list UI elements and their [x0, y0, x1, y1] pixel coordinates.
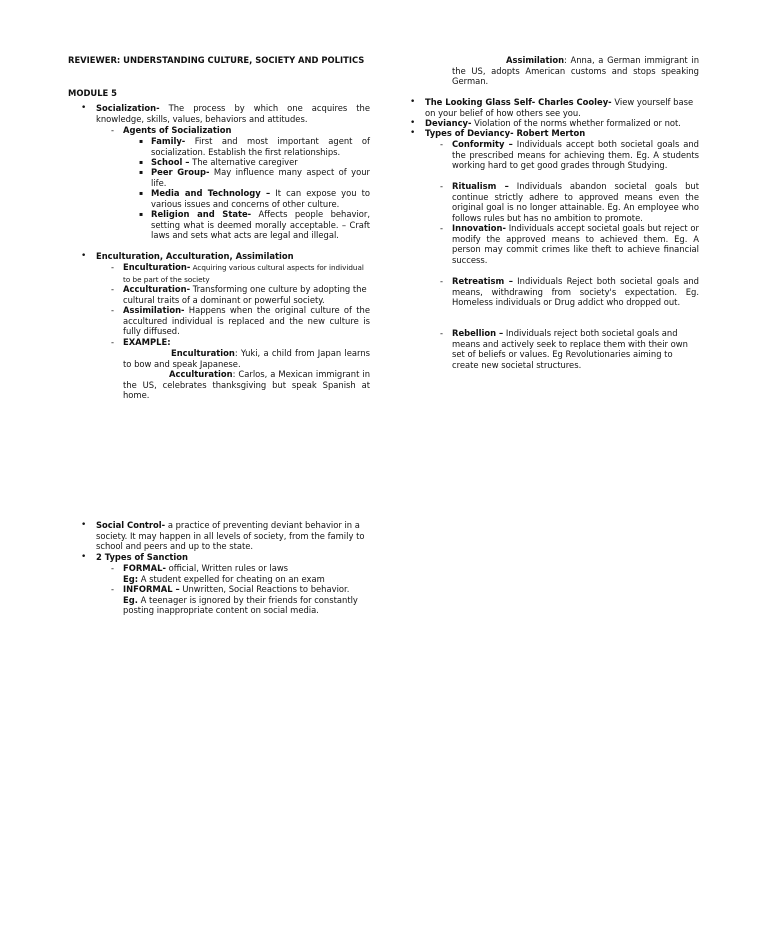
social-control-term: Social Control-	[96, 520, 166, 530]
looking-glass-term: The Looking Glass Self- Charles Cooley-	[425, 97, 612, 107]
item-desc: Transforming one culture by adopting the cultural traits of a dominant or powerful society.	[123, 284, 367, 305]
page-title: REVIEWER: UNDERSTANDING CULTURE, SOCIETY AND POLITICS	[68, 55, 365, 65]
agent-term: Family-	[151, 136, 186, 146]
agent-term: Peer Group-	[151, 167, 210, 177]
item-term: Assimilation-	[123, 305, 185, 315]
square-bullet-icon: ▪	[139, 169, 144, 176]
example-label: EXAMPLE:	[123, 337, 171, 347]
informal-term: INFORMAL –	[123, 584, 180, 594]
type-desc: Individuals Reject both societal goals and means, withdrawing from society's expectation. Eg. Homeless individuals or Drug addict who dropped out.	[452, 276, 699, 308]
example-item	[123, 348, 370, 369]
example-desc: : Carlos, a Mexican immigrant in the US, celebrates thanksgiving but speak Spanish at home.	[123, 369, 370, 401]
type-term: Retreatism –	[452, 276, 513, 286]
agent-item	[151, 209, 370, 241]
deviancy-type-item	[452, 181, 699, 223]
agent-item	[151, 188, 370, 209]
bullet-icon: •	[410, 128, 416, 138]
deviancy-types-heading: Types of Deviancy- Robert Merton	[425, 128, 586, 138]
example-desc: : Anna, a German immigrant in the US, adopts American customs and stops speaking German.	[452, 55, 699, 87]
dash-icon: -	[440, 276, 444, 286]
sanction-heading: 2 Types of Sanction	[96, 552, 189, 562]
bullet-icon: •	[410, 97, 416, 107]
socialization-term: Socialization-	[96, 103, 160, 113]
socialization-desc: The process by which one acquires the knowledge, skills, values, behaviors and attitudes.	[96, 103, 370, 124]
deviancy-item	[425, 118, 701, 129]
socialization-item	[96, 103, 370, 124]
module-heading: MODULE 5	[68, 88, 118, 98]
item-desc: Happens when the original culture of the accultured individual is replaced and the new culture is fully diffused.	[123, 305, 370, 337]
informal-desc: Unwritten, Social Reactions to behavior.	[179, 584, 350, 594]
type-term: Innovation-	[452, 223, 506, 233]
formal-eg-label: Eg:	[123, 573, 139, 584]
example-term: Acculturation	[169, 369, 233, 379]
type-desc: Individuals accept both societal goals and the prescribed means for achieving them. Eg. A students working hard to get good grades through Studying.	[452, 139, 699, 171]
agent-term: Media and Technology –	[151, 188, 271, 198]
looking-glass-desc: View yourself base on your belief of how others see you.	[425, 97, 694, 118]
agent-desc: First and most important agent of socialization. Establish the first relationships.	[151, 136, 370, 157]
bullet-icon: •	[81, 552, 87, 562]
example-desc: : Yuki, a child from Japan learns to bow and speak Japanese.	[123, 348, 370, 369]
deviancy-desc: Violation of the norms whether formalized or not.	[471, 118, 681, 128]
enculturation-heading: Enculturation, Acculturation, Assimilation	[96, 251, 294, 261]
dash-icon: -	[111, 262, 115, 272]
square-bullet-icon: ▪	[139, 190, 144, 197]
deviancy-type-item	[452, 139, 699, 171]
type-desc: Individuals reject both societal goals and means and actively seek to replace them with their own set of beliefs or values. Eg Revolutionaries aiming to create new societal structures.	[452, 328, 688, 370]
enculturation-item	[123, 305, 370, 337]
bullet-icon: •	[81, 103, 87, 113]
item-desc: Acquiring various cultural aspects for individual to be part of the society	[123, 263, 364, 284]
looking-glass-item	[425, 97, 701, 118]
social-control-item	[96, 520, 368, 552]
type-desc: Individuals accept societal goals but reject or modify the approved means to achieved them. Eg. A person may commit crimes like theft to achieve financial success.	[452, 223, 699, 265]
dash-icon: -	[440, 139, 444, 149]
dash-icon: -	[111, 563, 115, 573]
agent-desc: Affects people behavior, setting what is deemed morally acceptable. – Craft laws and sets what acts are legal and illegal.	[151, 209, 370, 241]
example-term: Enculturation	[171, 348, 235, 358]
deviancy-type-item	[452, 276, 699, 308]
agent-item	[151, 167, 370, 188]
enculturation-item	[123, 262, 370, 285]
agent-item	[151, 136, 370, 157]
assimilation-example	[452, 55, 699, 87]
square-bullet-icon: ▪	[139, 138, 144, 145]
agent-desc: It can expose you to various issues and concerns of other culture.	[151, 188, 371, 209]
agent-term: Religion and State-	[151, 209, 252, 219]
type-term: Conformity –	[452, 139, 513, 149]
formal-sanction	[123, 563, 370, 584]
example-item	[123, 369, 370, 401]
deviancy-term: Deviancy-	[425, 118, 472, 128]
example-term: Assimilation	[506, 55, 565, 65]
formal-eg: A student expelled for cheating on an exam	[138, 573, 325, 584]
agent-item	[151, 157, 370, 168]
dash-icon: -	[440, 328, 444, 338]
type-desc: Individuals abandon societal goals but continue strictly adhere to approved means even the original goal is no longer attainable. Eg. An employee who follows rules but has no ambition to promote.	[452, 181, 699, 223]
bullet-icon: •	[81, 520, 87, 530]
agents-heading: Agents of Socialization	[123, 125, 232, 135]
informal-eg-label: Eg.	[123, 594, 138, 605]
item-term: Acculturation-	[123, 284, 191, 294]
square-bullet-icon: ▪	[139, 159, 144, 166]
dash-icon: -	[111, 125, 115, 135]
bullet-icon: •	[410, 118, 416, 128]
dash-icon: -	[440, 223, 444, 233]
formal-desc: official, Written rules or laws	[165, 563, 289, 573]
enculturation-item	[123, 284, 370, 305]
type-term: Rebellion –	[452, 328, 504, 338]
deviancy-type-item	[452, 328, 699, 370]
agent-desc: May influence many aspect of your life.	[151, 167, 370, 188]
item-term: Enculturation-	[123, 262, 191, 272]
dash-icon: -	[111, 584, 115, 594]
informal-eg: A teenager is ignored by their friends for constantly posting inappropriate content on social media.	[123, 594, 358, 616]
social-control-desc: a practice of preventing deviant behavior in a society. It may happen in all levels of society, from the family to school and peers and up to the state.	[96, 520, 365, 552]
agent-term: School –	[151, 157, 190, 167]
informal-sanction	[123, 584, 370, 616]
dash-icon: -	[111, 305, 115, 315]
dash-icon: -	[440, 181, 444, 191]
bullet-icon: •	[81, 251, 87, 261]
agent-desc: The alternative caregiver	[189, 157, 298, 167]
formal-term: FORMAL-	[123, 563, 166, 573]
dash-icon: -	[111, 284, 115, 294]
deviancy-type-item	[452, 223, 699, 265]
dash-icon: -	[111, 337, 115, 347]
type-term: Ritualism –	[452, 181, 509, 191]
square-bullet-icon: ▪	[139, 211, 144, 218]
